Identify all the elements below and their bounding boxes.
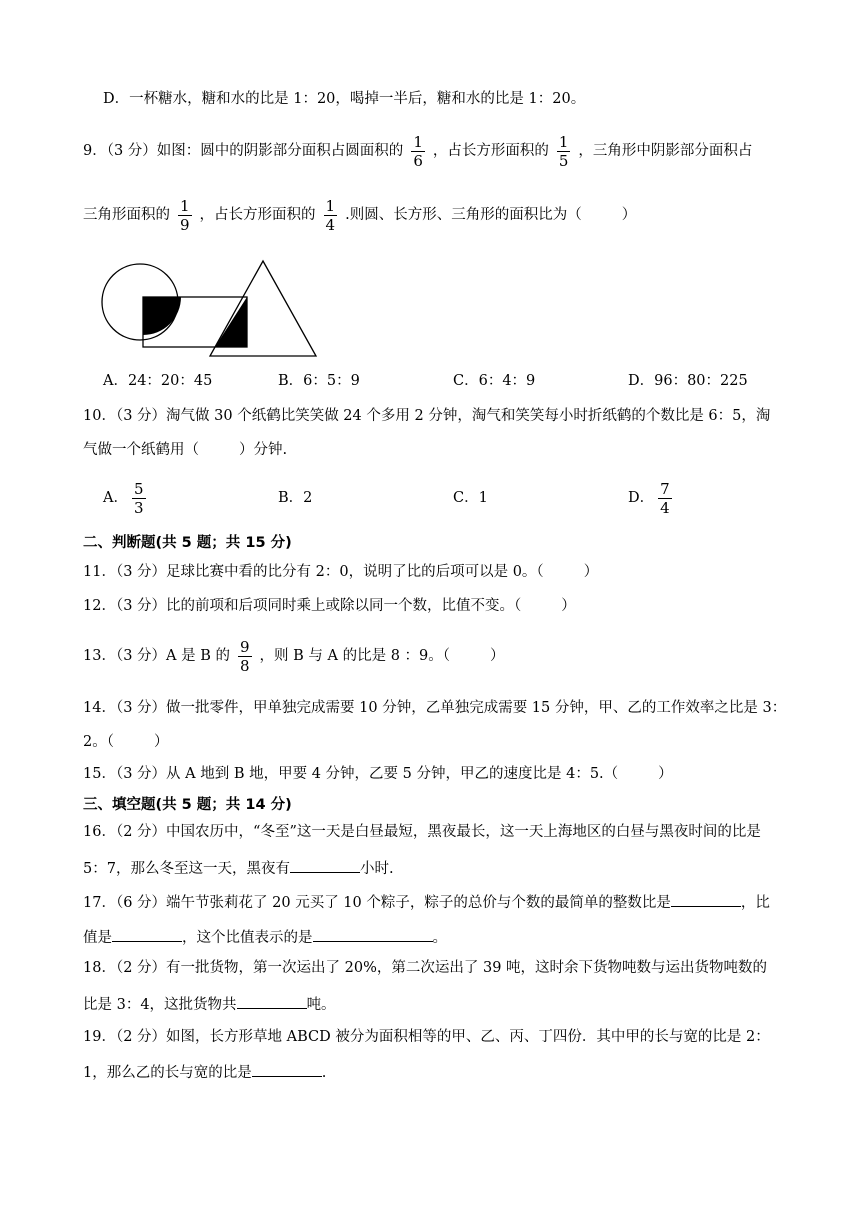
q9-line2: 三角形面积的 $\frac{1}{9}$ ，占长方形面积的 $\frac{1}{4}$ .则圆、长方形、三角形的面积比为（ ） — [83, 196, 637, 234]
answer-blank[interactable] — [112, 925, 182, 942]
q14-line2: 2。（ ） — [83, 734, 169, 750]
q18-line1: 18．（2 分）有一批货物，第一次运出了 20%，第二次运出了 39 吨，这时余下货物吨数与运出货物吨数的 — [83, 960, 768, 976]
q12: 12．（3 分）比的前项和后项同时乘上或除以同一个数，比值不变。（ ） — [83, 598, 576, 614]
q10-option-c: C．1 — [453, 490, 488, 506]
q11: 11．（3 分）足球比赛中看的比分有 2：0，说明了比的后项可以是 0。（ ） — [83, 564, 599, 580]
section-3-heading: 三、填空题(共 5 题；共 14 分) — [83, 797, 292, 813]
fraction-1-9: $\frac{1}{9}$ — [180, 196, 190, 234]
section-2-heading: 二、判断题(共 5 题；共 15 分) — [83, 535, 292, 551]
q19-line2: 1，那么乙的长与宽的比是 . — [83, 1060, 326, 1083]
answer-blank[interactable] — [313, 925, 433, 942]
q15: 15．（3 分）从 A 地到 B 地，甲要 4 分钟，乙要 5 分钟，甲乙的速度比是 4：5.（ ） — [83, 766, 673, 782]
q13: 13．（3 分）A 是 B 的 $\frac{9}{8}$ ，则 B 与 A 的比是 8 ：9。（ ） — [83, 637, 505, 675]
fraction-1-4: $\frac{1}{4}$ — [325, 196, 336, 234]
triangle-shaded-part — [215, 297, 247, 347]
answer-blank[interactable] — [290, 856, 360, 873]
q9-option-a: A．24：20：45 — [103, 373, 213, 389]
q10-line1: 10．（3 分）淘气做 30 个纸鹤比笑笑做 24 个多用 2 分钟，淘气和笑笑每小时折纸鹤的个数比是 6：5，淘 — [83, 408, 771, 424]
q10-line2: 气做一个纸鹤用（ ）分钟. — [83, 442, 288, 458]
q9-figure — [100, 255, 322, 363]
q17-line1: 17．（6 分）端午节张莉花了 20 元买了 10 个粽子，粽子的总价与个数的最简单的整数比是 ，比 — [83, 890, 770, 913]
q9-line1: 9．（3 分）如图：圆中的阴影部分面积占圆面积的 $\frac{1}{6}$ ，占长方形面积的 $\frac{1}{5}$ ，三角形中阴影部分面积占 — [83, 132, 753, 170]
fraction-1-6: $\frac{1}{6}$ — [413, 132, 423, 170]
q8-option-d: D．一杯糖水，糖和水的比是 1：20，喝掉一半后，糖和水的比是 1：20。 — [103, 91, 586, 107]
q10-option-b: B．2 — [278, 490, 313, 506]
q9-option-d: D．96：80：225 — [628, 373, 748, 389]
fraction-1-5: $\frac{1}{5}$ — [558, 132, 569, 170]
q10-option-d: D． $\frac{7}{4}$ — [628, 479, 670, 517]
q9-option-b: B．6：5：9 — [278, 373, 360, 389]
circle-shaded-part — [143, 297, 181, 335]
answer-blank[interactable] — [671, 890, 741, 907]
answer-blank[interactable] — [252, 1060, 322, 1077]
q16-line1: 16．（2 分）中国农历中，“冬至”这一天是白昼最短，黑夜最长，这一天上海地区的白昼与黑夜时间的比是 — [83, 824, 761, 840]
answer-blank[interactable] — [237, 992, 307, 1009]
q10-option-a: A． $\frac{5}{3}$ — [103, 479, 144, 517]
fraction-9-8: $\frac{9}{8}$ — [240, 637, 250, 675]
q18-line2: 比是 3：4，这批货物共 吨。 — [83, 992, 336, 1015]
q9-option-c: C．6：4：9 — [453, 373, 536, 389]
q19-line1: 19．（2 分）如图，长方形草地 ABCD 被分为面积相等的甲、乙、丙、丁四份．其中甲的长与宽的比是 2： — [83, 1029, 770, 1045]
q14-line1: 14．（3 分）做一批零件，甲单独完成需要 10 分钟，乙单独完成需要 15 分钟，甲、乙的工作效率之比是 3： — [83, 700, 787, 716]
q16-line2: 5：7，那么冬至这一天，黑夜有 小时. — [83, 856, 394, 879]
q17-line2: 值是 ，这个比值表示的是 。 — [83, 925, 447, 948]
